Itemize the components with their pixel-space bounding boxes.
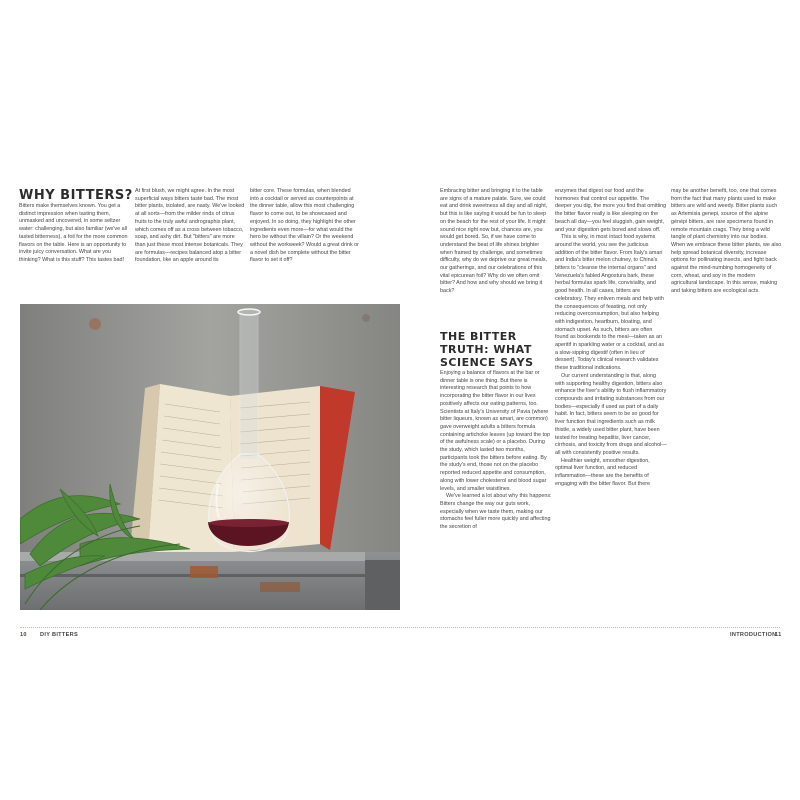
still-life-photo (20, 304, 400, 610)
text-column (440, 370, 552, 532)
paragraph: Bitters make themselves known. You get a distinct impression when tasting them, unmasked and uncovered, in some seltzer water: challenging, but also familiar (we've all tasted bitterness), a foil for the more common flavors on the table. Here is an opportunity to invite juicy conversation. What are you thinking? What is this stuff? This tastes bad! (19, 203, 128, 263)
paragraph: Embracing bitter and bringing it to the table are signs of a mature palate. Sure, we could eat and drink sweetness all day and all night, but this is like saying it would be fun to sleep on the beach for the rest of your life. It might sound nice right now but, chances are, you would get bored. So, if we have come to understand the beat of life shines brighter when framed by challenge, and sometimes difficulty, why do we deprive our great meals, our gatherings, and our celebrations of this vital epicurean foil? Why do we often omit bitter? And how and why should we bring it back? (440, 188, 548, 295)
folio-page-number: 11 (775, 632, 782, 638)
folio-page-number: 10 (20, 632, 27, 638)
text-column (440, 188, 552, 296)
photo-illustration (20, 304, 400, 610)
folio-running-title: INTRODUCTION (730, 632, 777, 638)
right-page (400, 0, 800, 800)
paragraph: At first blush, we might agree. In the most superficial ways bitters taste bad. The most bitter plants, isolated, are nasty. We've looked at all sorts—from the milder rinds of citrus fruits to the truly awful andrographis plant, which comes off as a cross between tobacco, soap, and ashy dirt. But "bitters" are more than just these most intense botanicals. They are formulas—recipes balanced atop a bitter foundation, like an apple around its (135, 188, 245, 264)
section-heading-why-bitters: WHY BITTERS? (19, 188, 133, 203)
paragraph: This is why, in most intact food systems around the world, you see the judicious addition of the bitter flavor. From Italy's amari and India's bitter melon chutney, to China's bitters to "cleanse the internal organs" and Venezuela's fabled Angostura bark, these herbal formulas spark life, conviviality, and good health. In all cases, bitters are celebratory. They enliven meals and help with the consequences of feasting, not only reducing overconsumption, but also helping with indigestion, heartburn, bloating, and stomach upset. As such, bitters are often found as bookends to the meal—taken as an aperitif in sparkling water or a cocktail, and as a slow-sipping digestif (often in lieu of dessert). Today's clinical research validates these traditional indications. (555, 234, 665, 372)
paragraph: We've learned a lot about why this happens: Bitters change the way our guts work, especially when we taste them, making our stomachs feel fuller more quickly and affecting the secretion of (440, 493, 552, 531)
text-column (250, 188, 360, 265)
paragraph: Enjoying a balance of flavors at the bar or dinner table is one thing. But there is interesting research that points to how incorporating the bitter flavor in our lives positively affects our eating patterns, too. Scientists at Italy's University of Pavia (where bitter liqueurs, known as amari, are common) gave overweight adults a bitters formula containing artichoke leaves (up toward the top of the awfulness scale) or a placebo. During the study, which lasted two months, participants took the bitters before eating. By the study's end, those not on the placebo reported reduced appetite and consumption, along with lower cholesterol and blood sugar levels, and smaller waistlines. (440, 370, 550, 492)
paragraph: Our current understanding is that, along with supporting healthy digestion, bitters also enhance the liver's ability to flush inflammatory compounds and irritating substances from our bodies—especially if used as part of a daily habit. In fact, bitters seem to be so good for liver function that ingredients such as milk thistle, a widely used bitter plant, have been tested for treating hepatitis, liver cancer, cirrhosis, and toxicity from drugs and alcohol—all with consistently positive results. (555, 372, 667, 456)
paragraph: may be another benefit, too, one that comes from the fact that many plants used to make bitters are wild and weedy. Bitter plants such as Artemisia genepi, source of the alpine génépi bitters, are rare specimens found in remote mountain crags. They bring a wild tangle of plant chemistry into our bodies. When we embrace these bitter plants, we also help spread botanical diversity, increase options for pollinating insects, and fight back against the mind-numbing homogeneity of corn, wheat, and soy in the modern agricultural landscape. In this sense, making and taking bitters are ecological acts. (671, 188, 782, 295)
paragraph: Healthier weight, smoother digestion, optimal liver function, and reduced inflammation—these are the benefits of engaging with the bitter flavor. But there (555, 457, 650, 487)
text-column (135, 188, 245, 265)
text-column (671, 188, 783, 296)
section-heading-bitter-truth: THE BITTER TRUTH: WHAT SCIENCE SAYS (440, 330, 534, 369)
text-column (555, 188, 667, 488)
paragraph: bitter core. These formulas, when blended into a cocktail or served as counterpoints at the dinner table, allow this most challenging flavor to come out, to be showcased and enjoyed. In so doing, they highlight the other ingredients even more—for what would the hero be without the villain? Or the weekend without the workweek? Would a great drink or a novel dish be complete without the bitter flavor to set it off? (250, 188, 359, 264)
folio-rule (20, 627, 780, 628)
paragraph: enzymes that digest our food and the hormones that control our appetite. The deeper you dig, the more you find that omitting the bitter flavor really is like sleeping on the beach all day—you feel sluggish, gain weight, and your digestion gets bored and slows off. (555, 188, 667, 233)
text-column (19, 203, 129, 265)
folio-running-title: DIY BITTERS (40, 632, 79, 638)
